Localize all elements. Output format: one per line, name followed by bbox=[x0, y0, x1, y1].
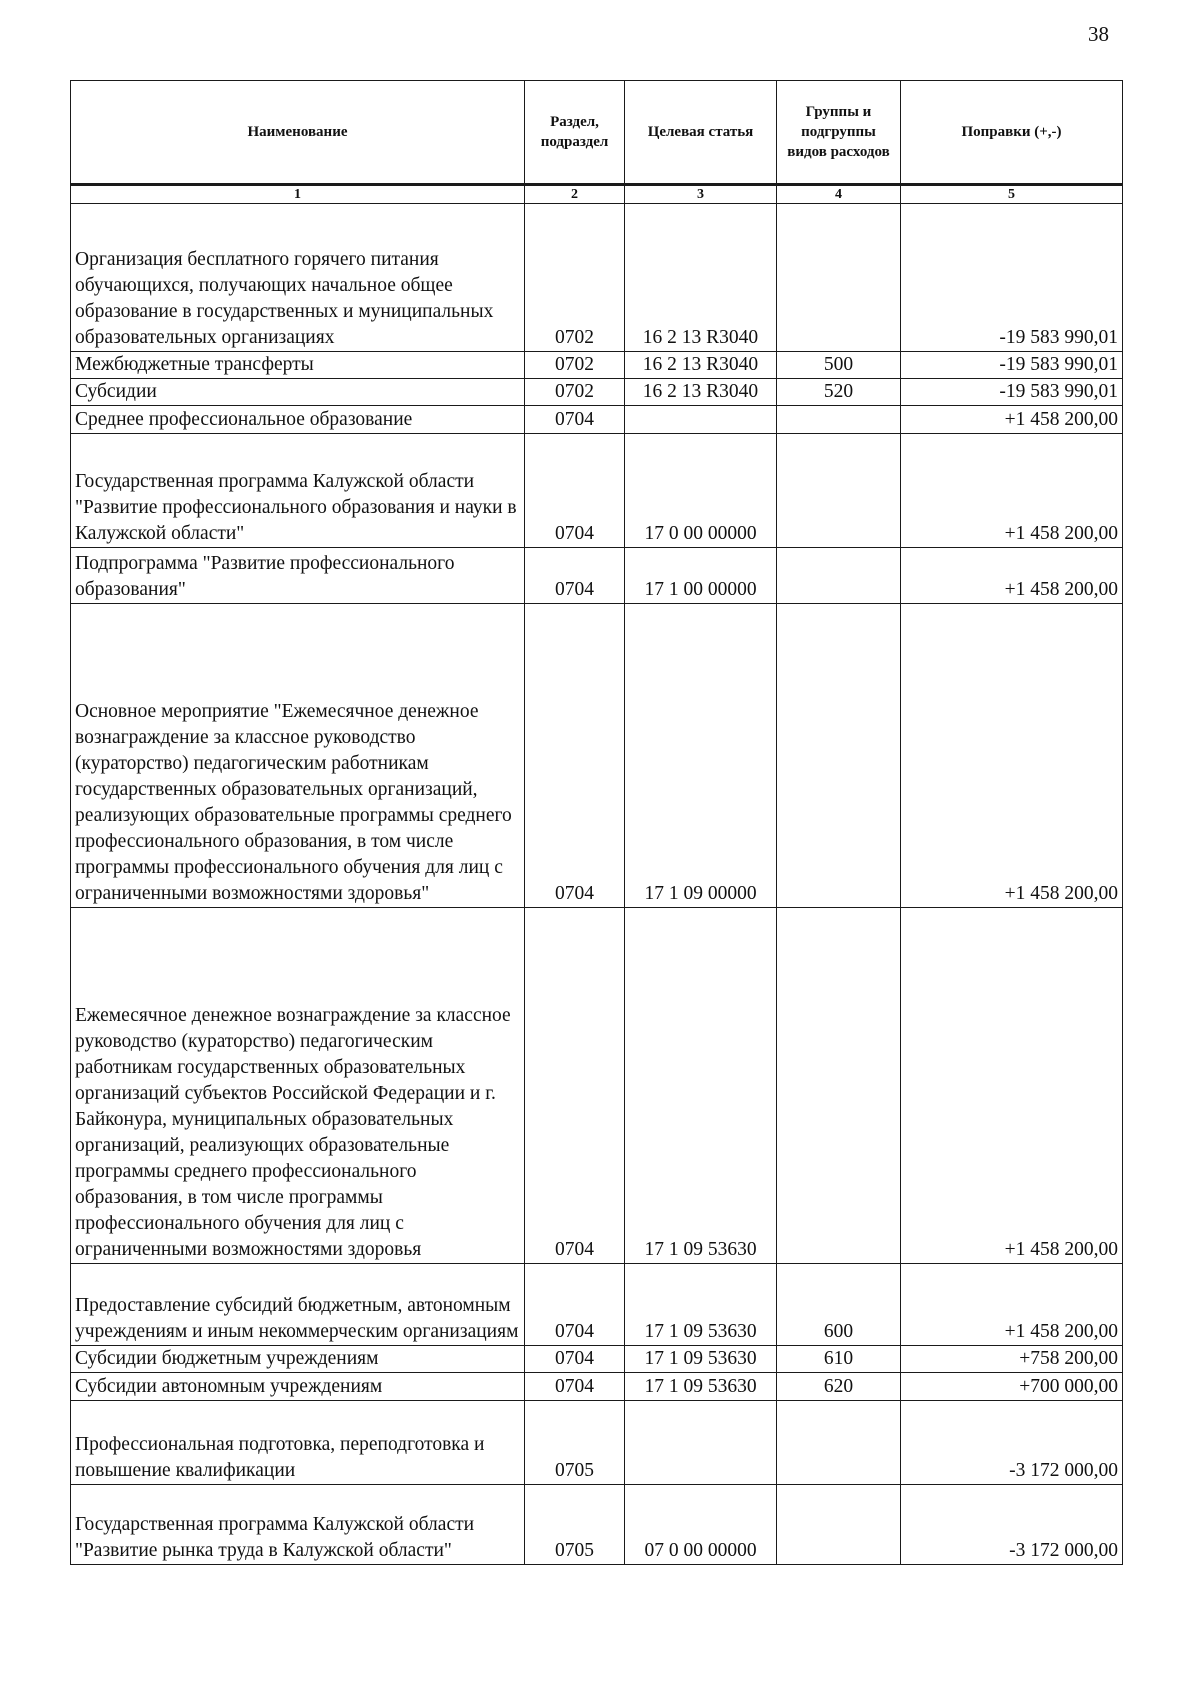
table-row bbox=[71, 548, 1123, 604]
row-group bbox=[777, 1401, 901, 1485]
row-target: 17 1 09 00000 bbox=[625, 604, 777, 908]
header-amendments: Поправки (+,-) bbox=[901, 81, 1123, 185]
row-name: Среднее профессиональное образование bbox=[71, 406, 525, 434]
row-group bbox=[777, 604, 901, 908]
row-group bbox=[777, 406, 901, 434]
row-name: Субсидии бюджетным учреждениям bbox=[71, 1346, 525, 1373]
row-group bbox=[777, 1485, 901, 1565]
row-group bbox=[777, 548, 901, 604]
row-target: 17 1 09 53630 bbox=[625, 1373, 777, 1401]
header-groups: Группы и подгруппы видов расходов bbox=[777, 81, 901, 185]
table-header-row bbox=[71, 81, 1123, 185]
row-amount: +758 200,00 bbox=[901, 1346, 1123, 1373]
row-group: 600 bbox=[777, 1264, 901, 1346]
column-number: 5 bbox=[901, 185, 1123, 204]
row-amount: -19 583 990,01 bbox=[901, 204, 1123, 352]
row-name: Субсидии автономным учреждениям bbox=[71, 1373, 525, 1401]
row-amount: +1 458 200,00 bbox=[901, 604, 1123, 908]
table-row bbox=[71, 406, 1123, 434]
row-target: 16 2 13 R3040 bbox=[625, 352, 777, 379]
row-section: 0704 bbox=[525, 908, 625, 1264]
row-section: 0705 bbox=[525, 1485, 625, 1565]
row-target: 17 0 00 00000 bbox=[625, 434, 777, 548]
row-section: 0704 bbox=[525, 1264, 625, 1346]
column-number-row bbox=[71, 185, 1123, 204]
table-row bbox=[71, 1401, 1123, 1485]
row-target: 17 1 09 53630 bbox=[625, 908, 777, 1264]
row-target: 16 2 13 R3040 bbox=[625, 379, 777, 406]
row-target: 07 0 00 00000 bbox=[625, 1485, 777, 1565]
row-name: Государственная программа Калужской области "Развитие профессионального образования и науки в Калужской области" bbox=[71, 434, 525, 548]
table-row bbox=[71, 434, 1123, 548]
row-name: Подпрограмма "Развитие профессионального образования" bbox=[71, 548, 525, 604]
row-section: 0702 bbox=[525, 204, 625, 352]
row-target bbox=[625, 1401, 777, 1485]
table-row bbox=[71, 1373, 1123, 1401]
table-row bbox=[71, 379, 1123, 406]
row-amount: +1 458 200,00 bbox=[901, 434, 1123, 548]
table-row bbox=[71, 1264, 1123, 1346]
row-group: 610 bbox=[777, 1346, 901, 1373]
column-number: 4 bbox=[777, 185, 901, 204]
row-group: 520 bbox=[777, 379, 901, 406]
row-amount: +1 458 200,00 bbox=[901, 406, 1123, 434]
column-number: 1 bbox=[71, 185, 525, 204]
row-name: Предоставление субсидий бюджетным, автономным учреждениям и иным некоммерческим организациям bbox=[71, 1264, 525, 1346]
row-section: 0704 bbox=[525, 1373, 625, 1401]
header-name: Наименование bbox=[71, 81, 525, 185]
row-section: 0704 bbox=[525, 434, 625, 548]
row-section: 0702 bbox=[525, 379, 625, 406]
row-amount: -19 583 990,01 bbox=[901, 379, 1123, 406]
row-group bbox=[777, 908, 901, 1264]
row-section: 0704 bbox=[525, 548, 625, 604]
column-number: 3 bbox=[625, 185, 777, 204]
row-name: Ежемесячное денежное вознаграждение за классное руководство (кураторство) педагогическим работникам государственных образовательных организаций субъектов Российской Федерации и г. Байконура, муниципальных образовательных организаций, реализующих образовательные программы среднего профессионального образования, в том числе программы профессионального обучения для лиц с ограниченными возможностями здоровья bbox=[71, 908, 525, 1264]
table-row bbox=[71, 1346, 1123, 1373]
row-section: 0704 bbox=[525, 604, 625, 908]
row-group bbox=[777, 204, 901, 352]
header-section: Раздел, подраздел bbox=[525, 81, 625, 185]
row-amount: -3 172 000,00 bbox=[901, 1485, 1123, 1565]
page-number: 38 bbox=[1088, 22, 1109, 46]
row-name: Организация бесплатного горячего питания обучающихся, получающих начальное общее образование в государственных и муниципальных образовательных организациях bbox=[71, 204, 525, 352]
row-name: Субсидии bbox=[71, 379, 525, 406]
row-target: 16 2 13 R3040 bbox=[625, 204, 777, 352]
row-amount: +1 458 200,00 bbox=[901, 548, 1123, 604]
row-name: Государственная программа Калужской области "Развитие рынка труда в Калужской области" bbox=[71, 1485, 525, 1565]
row-amount: +1 458 200,00 bbox=[901, 908, 1123, 1264]
table-row bbox=[71, 204, 1123, 352]
row-group: 620 bbox=[777, 1373, 901, 1401]
row-target: 17 1 09 53630 bbox=[625, 1264, 777, 1346]
row-section: 0705 bbox=[525, 1401, 625, 1485]
header-target: Целевая статья bbox=[625, 81, 777, 185]
row-group: 500 bbox=[777, 352, 901, 379]
row-section: 0704 bbox=[525, 1346, 625, 1373]
table-row bbox=[71, 1485, 1123, 1565]
row-name: Основное мероприятие "Ежемесячное денежное вознаграждение за классное руководство (кураторство) педагогическим работникам государственных образовательных организаций, реализующих образовательные программы среднего профессионального образования, в том числе программы профессионального обучения для лиц с ограниченными возможностями здоровья" bbox=[71, 604, 525, 908]
row-section: 0704 bbox=[525, 406, 625, 434]
row-amount: +1 458 200,00 bbox=[901, 1264, 1123, 1346]
table-row bbox=[71, 352, 1123, 379]
table-row bbox=[71, 604, 1123, 908]
table-row bbox=[71, 908, 1123, 1264]
row-target: 17 1 09 53630 bbox=[625, 1346, 777, 1373]
column-number: 2 bbox=[525, 185, 625, 204]
row-name: Межбюджетные трансферты bbox=[71, 352, 525, 379]
budget-amendments-table bbox=[70, 80, 1123, 1565]
row-target: 17 1 00 00000 bbox=[625, 548, 777, 604]
row-amount: -3 172 000,00 bbox=[901, 1401, 1123, 1485]
row-amount: -19 583 990,01 bbox=[901, 352, 1123, 379]
row-section: 0702 bbox=[525, 352, 625, 379]
row-name: Профессиональная подготовка, переподготовка и повышение квалификации bbox=[71, 1401, 525, 1485]
row-amount: +700 000,00 bbox=[901, 1373, 1123, 1401]
row-target bbox=[625, 406, 777, 434]
row-group bbox=[777, 434, 901, 548]
